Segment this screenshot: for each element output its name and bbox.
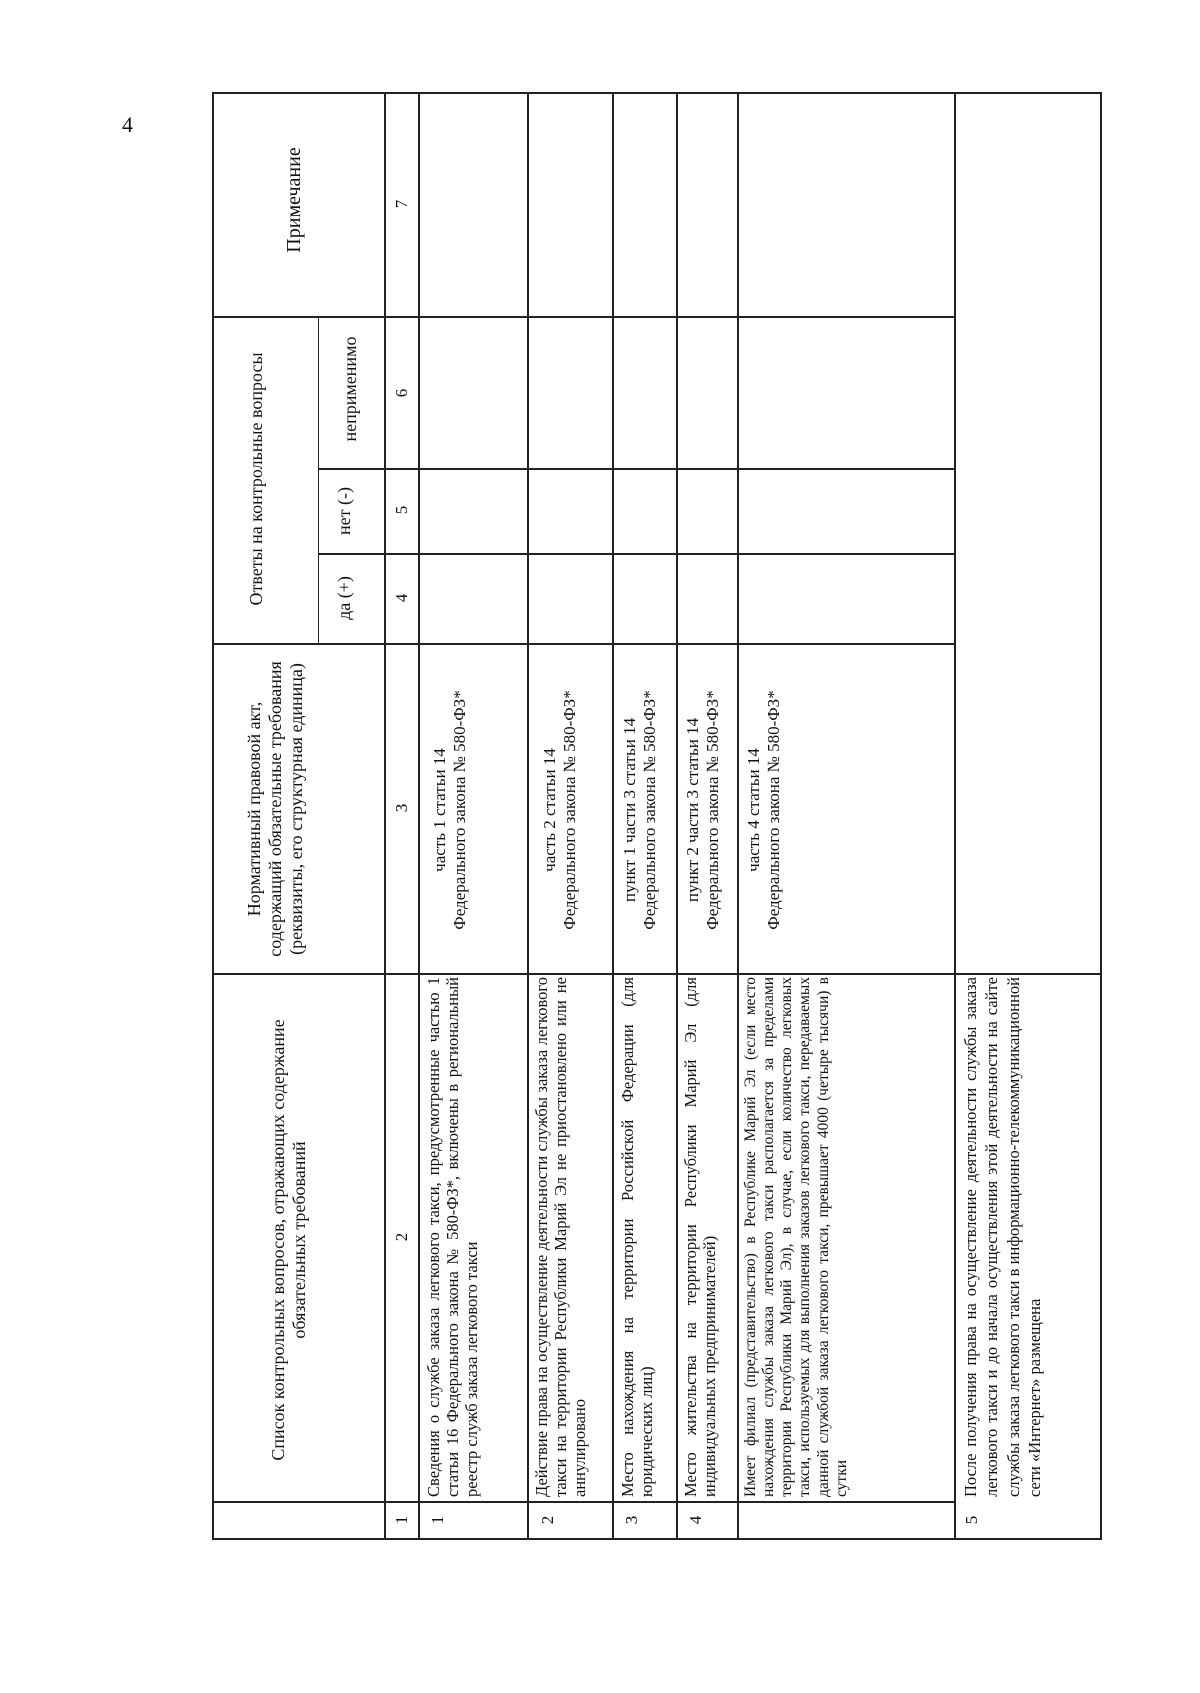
row-1-act bbox=[430, 650, 469, 970]
row-3-act bbox=[620, 650, 659, 970]
row-4a-act bbox=[744, 650, 783, 970]
row-2-act-line1: часть 2 статьи 14 bbox=[540, 748, 559, 872]
row-2-question: Действие права на осуществление деятельности службы заказа легкового такси на территории Республики Марий Эл не приостановлено или не аннулировано bbox=[532, 977, 590, 1497]
header-col7: Примечание bbox=[283, 147, 305, 253]
column-number-2: 2 bbox=[392, 1232, 411, 1242]
row-5-number: 5 bbox=[962, 1515, 981, 1525]
column-number-6: 6 bbox=[392, 388, 411, 398]
row-2-act-line2: Федерального закона № 580-ФЗ* bbox=[559, 690, 579, 930]
row-2-act bbox=[540, 650, 579, 970]
header-col5: нет (-) bbox=[334, 487, 354, 535]
column-number-7: 7 bbox=[392, 199, 411, 209]
row-1-number: 1 bbox=[428, 1515, 447, 1525]
row-4a-act-line1: часть 4 статьи 14 bbox=[744, 748, 763, 872]
row-1-act-line2: Федерального закона № 580-ФЗ* bbox=[449, 690, 469, 930]
page-number: 4 bbox=[122, 112, 133, 137]
row-3-number: 3 bbox=[622, 1515, 641, 1525]
row-4-act-line1: пункт 2 части 3 статьи 14 bbox=[683, 717, 702, 903]
header-col3: Нормативный правовой акт, содержащий обязательные требования (реквизиты, его структурная единица) bbox=[244, 661, 306, 957]
row-3-act-line2: Федерального закона № 580-ФЗ* bbox=[639, 690, 659, 930]
column-number-3: 3 bbox=[392, 803, 411, 813]
header-col6: неприменимо bbox=[340, 336, 360, 442]
header-col2: Список контрольных вопросов, отражающих содержание обязательных требований bbox=[268, 1019, 309, 1461]
row-2-number: 2 bbox=[538, 1515, 557, 1525]
row-3-question: Место нахождения на территории Российской Федерации (для юридических лиц) bbox=[618, 977, 657, 1497]
column-number-5: 5 bbox=[392, 505, 411, 515]
row-1-question: Сведения о службе заказа легкового такси, предусмотренные частью 1 статьи 16 Федерального закона № 580-ФЗ*, включены в региональный реестр служб заказа легкового такси bbox=[424, 977, 482, 1497]
row-4a-act-line2: Федерального закона № 580-ФЗ* bbox=[763, 690, 783, 930]
row-4-number: 4 bbox=[686, 1515, 705, 1525]
header-col4: да (+) bbox=[334, 576, 354, 620]
row-4-act-line2: Федерального закона № 580-ФЗ* bbox=[702, 690, 722, 930]
row-1-act-line1: часть 1 статьи 14 bbox=[430, 748, 449, 872]
row-5-question: После получения права на осуществление деятельности службы заказа легкового такси и до начала осуществления этой деятельности на сайте службы заказа легкового такси в информационно-телекоммуникационной сети «Интернет» размещена bbox=[961, 977, 1045, 1497]
row-3-act-line1: пункт 1 части 3 статьи 14 bbox=[620, 717, 639, 903]
row-4-question: Место жительства на территории Республики Марий Эл (для индивидуальных предпринимателей) bbox=[681, 977, 720, 1497]
row-4-act bbox=[683, 650, 722, 970]
row-4a-question: Имеет филиал (представительство) в Республике Марий Эл (если место нахождения службы заказа легкового такси располагается за пределами территории Республики Марий Эл), в случае, если количество легковых такси, используемых для выполнения заказов легкового такси, передаваемых данной службой заказа легкового такси, превышает 4000 (четыре тысячи) в сутки bbox=[742, 977, 850, 1497]
column-number-4: 4 bbox=[392, 593, 411, 603]
header-answers-group: Ответы на контрольные вопросы bbox=[246, 352, 266, 606]
column-number-1: 1 bbox=[392, 1515, 411, 1525]
